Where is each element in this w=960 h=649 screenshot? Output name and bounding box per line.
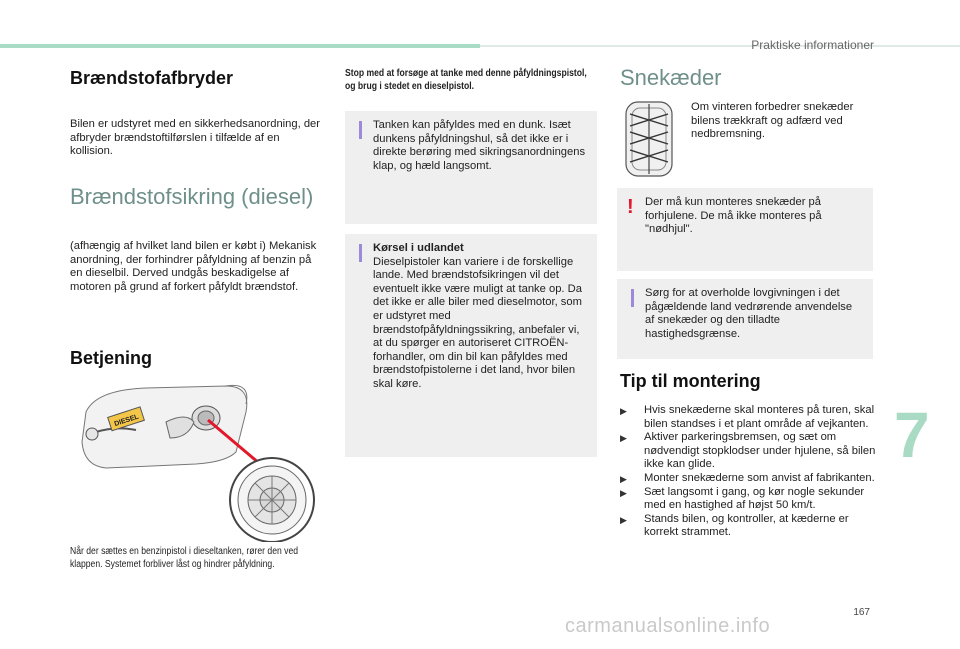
warning-icon: ! xyxy=(627,196,634,218)
info-box-abroad-title: Kørsel i udlandet xyxy=(373,242,464,254)
info-box-abroad-content xyxy=(373,242,587,392)
arrow-bullet-icon: ▶ xyxy=(620,433,627,444)
info-icon xyxy=(359,244,362,262)
warning-text: Der må kun monteres snekæder på forhjulene. De må ikke monteres på "nødhjul". xyxy=(645,196,822,236)
misfuel-intro: Stop med at forsøge at tanke med denne påfyldningspistol, og brug i stedet en dieselpistol. xyxy=(345,68,587,92)
title-mounting-tips: Tip til montering xyxy=(620,371,761,391)
list-item: ▶ Monter snekæderne som anvist af fabrikanten. xyxy=(620,472,880,486)
para-fuel-cutoff: Bilen er udstyret med en sikkerhedsanordning, der afbryder brændstoftilførslen i tilfælde af en kollision. xyxy=(70,118,320,158)
arrow-bullet-icon: ▶ xyxy=(620,473,627,484)
diesel-label: DIESEL xyxy=(113,413,140,428)
info-box-abroad-text: Dieselpistoler kan variere i de forskellige lande. Med brændstofsikringen vil det eventuelt ikke være muligt at tanke op. Da det ikke er alle biler med dieselmotor, som er udstyret med brændstofpåfyldningssikring, anbefaler vi, at du spørger en autoriseret CITROËN-forhandler, om din bil kan påfyldes med brændstofpistolerne i det land, hvor bilen skal køre. xyxy=(373,255,582,390)
watermark: carmanualsonline.info xyxy=(565,615,771,637)
info-icon xyxy=(359,121,362,139)
info-icon xyxy=(631,289,634,307)
mounting-tips-list xyxy=(620,404,880,540)
info-box-can xyxy=(345,111,597,224)
warning-box xyxy=(617,188,873,271)
top-rule xyxy=(480,45,960,47)
list-item: ▶ Stands bilen, og kontroller, at kæderne er korrekt strammet. xyxy=(620,512,849,539)
title-fuel-cutoff: Brændstofafbryder xyxy=(70,68,234,88)
list-item: ▶ Hvis snekæderne skal monteres på turen, skal bilen standses i et plant område af vejkanten. xyxy=(620,404,875,430)
info-box-abroad xyxy=(345,234,597,457)
snow-chain-icon xyxy=(620,98,678,180)
arrow-bullet-icon: ▶ xyxy=(620,406,627,416)
info-box-law-text: Sørg for at overholde lovgivningen i det pågældende land vedrørende anvendelse af snekæder og den tilladte hastighedsgrænse. xyxy=(645,287,853,340)
title-operation: Betjening xyxy=(70,348,153,368)
arrow-bullet-icon: ▶ xyxy=(620,487,627,498)
arrow-bullet-icon: ▶ xyxy=(620,514,627,525)
info-box-can-text: Tanken kan påfyldes med en dunk. Isæt dunkens påfyldningshul, så det ikke er i direkte berøring med sikringsanordningens klap, og hæld langsomt. xyxy=(373,119,586,172)
illustration-caption: Når der sættes en benzinpistol i dieseltanken, rører den ved klappen. Systemet forbliver låst og hindrer påfyldning. xyxy=(70,546,299,570)
page-number: 167 xyxy=(853,607,870,618)
section-title: Praktiske informationer xyxy=(751,38,874,52)
chapter-number: 7 xyxy=(894,399,930,471)
title-misfuel-device: Brændstofsikring (diesel) xyxy=(70,184,314,209)
top-accent-bar xyxy=(0,44,480,48)
fuel-filler-illustration xyxy=(76,382,328,542)
para-misfuel-device: (afhængig af hvilket land bilen er købt i) Mekanisk anordning, der forhindrer påfyldning af benzin på en dieselbil. Derved undgås beskadigelse af motoren på grund af forkert påfyldt brændstof. xyxy=(70,240,317,293)
title-snow-chains: Snekæder xyxy=(620,65,722,90)
list-item: ▶ Aktiver parkeringsbremsen, og sæt om nødvendigt stopklodser under hjulene, så bilen ikke kan glide. xyxy=(620,431,876,471)
list-item: ▶ Sæt langsomt i gang, og kør nogle sekunder med en hastighed af højst 50 km/t. xyxy=(620,485,865,512)
info-box-law xyxy=(617,279,873,359)
snow-chains-intro: Om vinteren forbedrer snekæder bilens trækkraft og adfærd ved nedbremsning. xyxy=(691,101,854,141)
